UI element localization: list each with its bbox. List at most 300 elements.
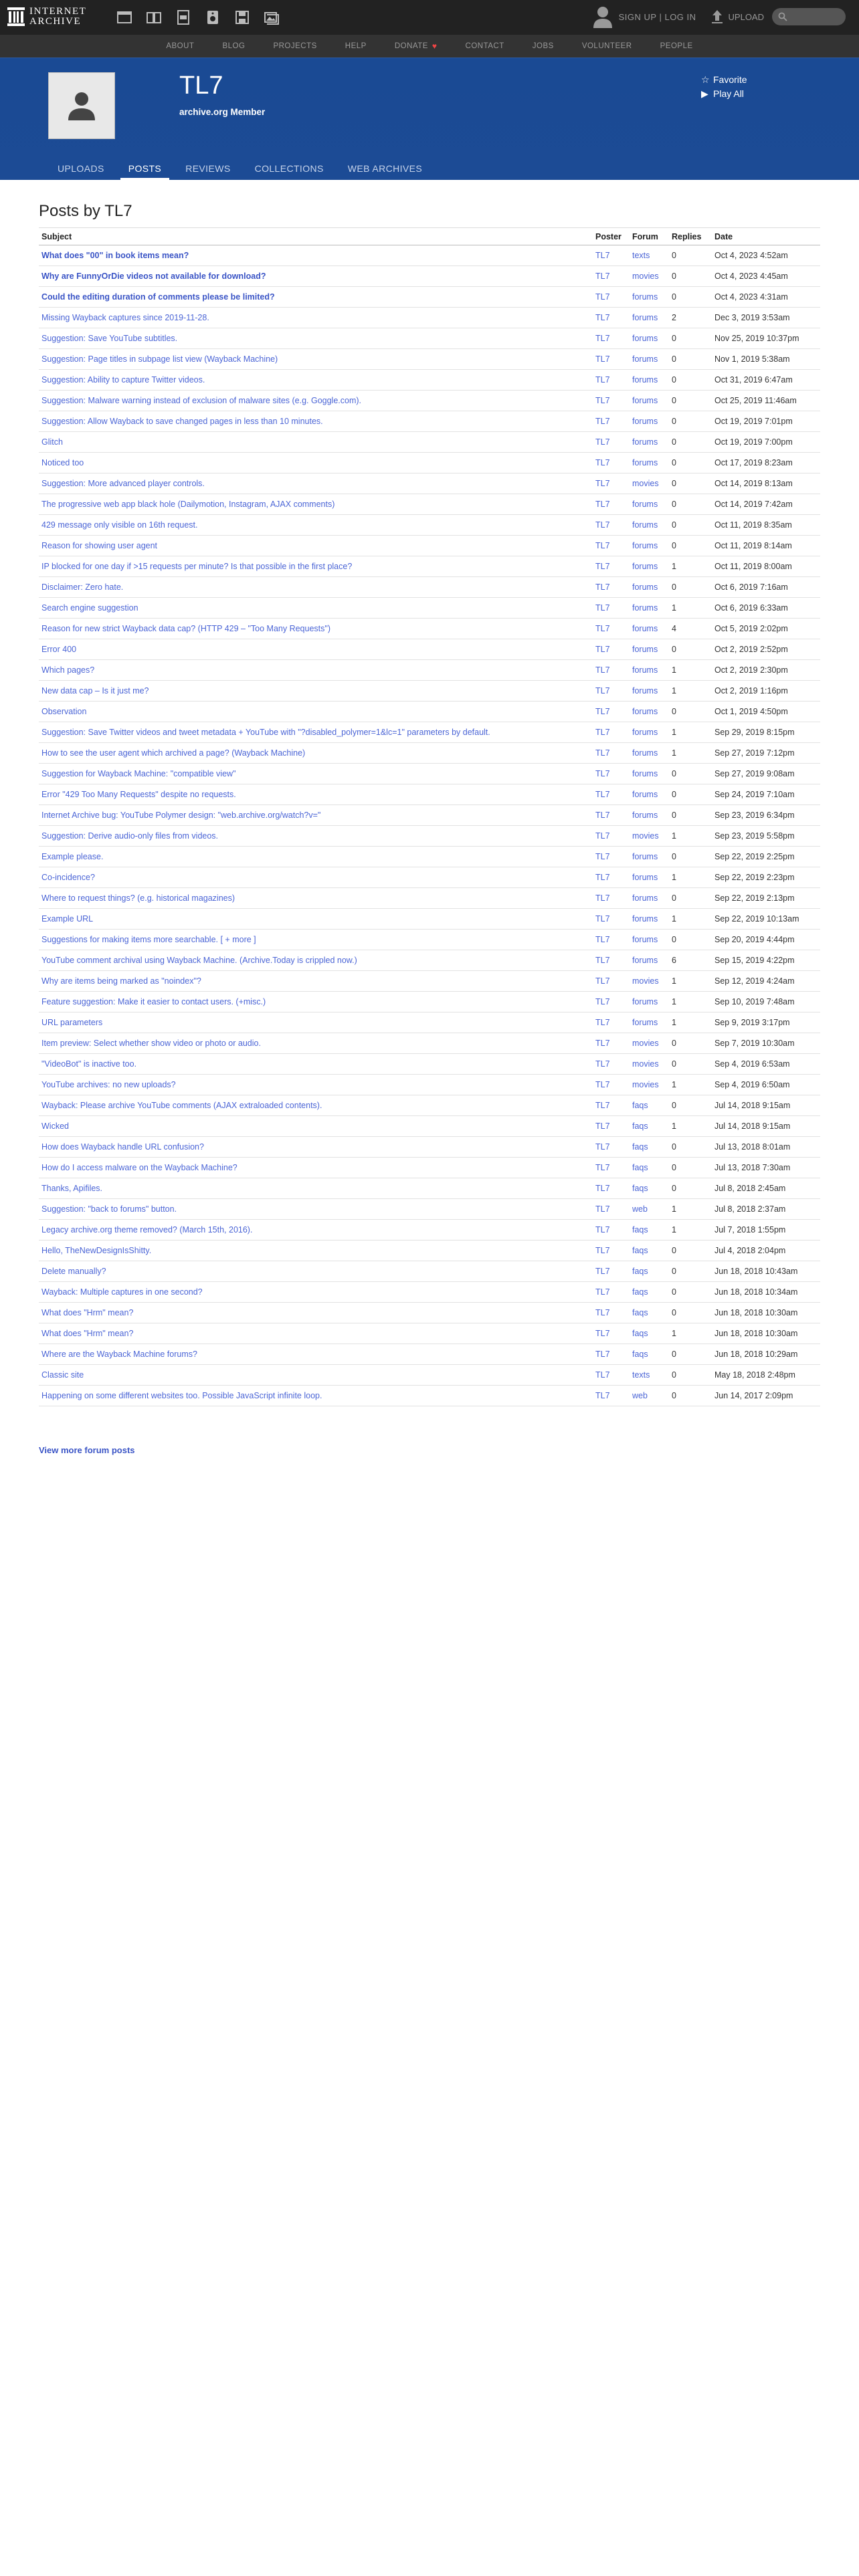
- post-poster-cell: [593, 1386, 630, 1406]
- post-poster-link[interactable]: TL7: [595, 437, 610, 447]
- post-forum-link[interactable]: forums: [632, 852, 658, 861]
- post-forum-cell: [630, 1137, 669, 1158]
- post-date-cell: [712, 308, 820, 328]
- favorite-button[interactable]: [701, 73, 747, 87]
- post-poster-cell: [593, 847, 630, 867]
- subnav-donate[interactable]: [381, 41, 452, 51]
- post-subject-link[interactable]: How to see the user agent which archived a page? (Wayback Machine): [41, 748, 306, 758]
- post-forum-link[interactable]: faqs: [632, 1308, 648, 1317]
- post-subject-link[interactable]: Noticed too: [41, 458, 84, 467]
- post-date-value: Oct 11, 2019 8:35am: [714, 520, 792, 530]
- video-icon[interactable]: [169, 8, 198, 27]
- post-replies-cell: [669, 660, 712, 681]
- post-date-cell: [712, 1282, 820, 1303]
- post-poster-link[interactable]: TL7: [595, 272, 610, 281]
- subnav-jobs[interactable]: JOBS: [532, 42, 554, 50]
- post-subject-cell: [39, 930, 593, 950]
- post-forum-cell: [630, 473, 669, 494]
- post-forum-cell: [630, 1220, 669, 1241]
- signup-login-link[interactable]: SIGN UP | LOG IN: [618, 11, 696, 22]
- post-forum-link[interactable]: forums: [632, 292, 658, 302]
- tab-collections[interactable]: COLLECTIONS: [254, 163, 324, 174]
- audio-icon[interactable]: [198, 8, 227, 27]
- post-date-value: Oct 11, 2019 8:14am: [714, 541, 792, 550]
- post-date-value: Dec 3, 2019 3:53am: [714, 313, 790, 322]
- post-poster-link[interactable]: TL7: [595, 997, 610, 1006]
- post-replies-value: 0: [672, 1308, 676, 1317]
- post-poster-link[interactable]: TL7: [595, 1184, 610, 1193]
- post-poster-link[interactable]: TL7: [595, 500, 610, 509]
- post-poster-link[interactable]: TL7: [595, 665, 610, 675]
- play-all-button[interactable]: [701, 87, 747, 101]
- post-forum-link[interactable]: web: [632, 1391, 648, 1400]
- post-date-cell: [712, 784, 820, 805]
- post-subject-link[interactable]: Internet Archive bug: YouTube Polymer design: "web.archive.org/watch?v=": [41, 811, 321, 820]
- post-forum-link[interactable]: movies: [632, 479, 659, 488]
- post-subject-link[interactable]: Wicked: [41, 1121, 69, 1131]
- post-forum-link[interactable]: movies: [632, 976, 659, 986]
- post-forum-link[interactable]: movies: [632, 272, 659, 281]
- subnav-about[interactable]: ABOUT: [166, 42, 195, 50]
- post-poster-link[interactable]: TL7: [595, 1059, 610, 1069]
- post-poster-link[interactable]: TL7: [595, 1225, 610, 1235]
- post-replies-cell: [669, 1199, 712, 1220]
- post-forum-link[interactable]: faqs: [632, 1121, 648, 1131]
- heart-icon: ♥: [432, 41, 438, 51]
- post-subject-link[interactable]: Suggestion for Wayback Machine: "compatible view": [41, 769, 236, 778]
- post-forum-link[interactable]: forums: [632, 748, 658, 758]
- post-subject-link[interactable]: New data cap – Is it just me?: [41, 686, 149, 695]
- tab-web-archives[interactable]: WEB ARCHIVES: [347, 163, 423, 174]
- post-poster-link[interactable]: TL7: [595, 1329, 610, 1338]
- post-subject-link[interactable]: URL parameters: [41, 1018, 103, 1027]
- post-poster-link[interactable]: TL7: [595, 582, 610, 592]
- post-poster-link[interactable]: TL7: [595, 769, 610, 778]
- subnav-projects[interactable]: PROJECTS: [273, 42, 317, 50]
- post-date-value: Sep 29, 2019 8:15pm: [714, 728, 795, 737]
- post-forum-link[interactable]: forums: [632, 873, 658, 882]
- post-forum-link[interactable]: movies: [632, 1039, 659, 1048]
- post-poster-link[interactable]: TL7: [595, 1350, 610, 1359]
- post-replies-cell: [669, 245, 712, 266]
- post-forum-link[interactable]: forums: [632, 334, 658, 343]
- post-replies-cell: [669, 930, 712, 950]
- post-forum-link[interactable]: faqs: [632, 1287, 648, 1297]
- post-subject-link[interactable]: Co-incidence?: [41, 873, 95, 882]
- post-subject-link[interactable]: Delete manually?: [41, 1267, 106, 1276]
- table-row: [39, 308, 820, 328]
- post-subject-link[interactable]: Suggestion: More advanced player controls.: [41, 479, 205, 488]
- post-date-cell: [712, 1323, 820, 1344]
- post-forum-link[interactable]: forums: [632, 437, 658, 447]
- post-date-value: Oct 1, 2019 4:50pm: [714, 707, 788, 716]
- post-subject-cell: [39, 1075, 593, 1095]
- post-subject-cell: [39, 515, 593, 536]
- post-forum-link[interactable]: forums: [632, 935, 658, 944]
- post-poster-link[interactable]: TL7: [595, 396, 610, 405]
- post-poster-link[interactable]: TL7: [595, 831, 610, 841]
- column-header-forum: Forum: [630, 228, 669, 245]
- post-poster-link[interactable]: TL7: [595, 1204, 610, 1214]
- post-forum-link[interactable]: forums: [632, 956, 658, 965]
- post-subject-cell: [39, 909, 593, 930]
- post-forum-link[interactable]: faqs: [632, 1350, 648, 1359]
- post-poster-link[interactable]: TL7: [595, 375, 610, 385]
- post-forum-link[interactable]: forums: [632, 417, 658, 426]
- post-forum-link[interactable]: forums: [632, 665, 658, 675]
- post-date-value: Sep 24, 2019 7:10am: [714, 790, 795, 799]
- post-replies-cell: [669, 1054, 712, 1075]
- post-subject-link[interactable]: Error "429 Too Many Requests" despite no requests.: [41, 790, 236, 799]
- post-forum-link[interactable]: forums: [632, 375, 658, 385]
- post-forum-link[interactable]: faqs: [632, 1225, 648, 1235]
- post-poster-link[interactable]: TL7: [595, 1267, 610, 1276]
- post-poster-link[interactable]: TL7: [595, 893, 610, 903]
- post-date-value: Oct 6, 2019 6:33am: [714, 603, 788, 613]
- post-date-cell: [712, 1365, 820, 1386]
- post-forum-link[interactable]: faqs: [632, 1163, 648, 1172]
- post-replies-cell: [669, 1303, 712, 1323]
- post-poster-link[interactable]: TL7: [595, 976, 610, 986]
- post-poster-link[interactable]: TL7: [595, 686, 610, 695]
- post-forum-link[interactable]: forums: [632, 893, 658, 903]
- post-poster-cell: [593, 1220, 630, 1241]
- post-date-value: Jul 8, 2018 2:45am: [714, 1184, 786, 1193]
- post-subject-link[interactable]: Where are the Wayback Machine forums?: [41, 1350, 197, 1359]
- post-replies-value: 0: [672, 1184, 676, 1193]
- post-replies-cell: [669, 1261, 712, 1282]
- post-poster-link[interactable]: TL7: [595, 1163, 610, 1172]
- post-forum-cell: [630, 453, 669, 473]
- tab-reviews[interactable]: REVIEWS: [185, 163, 231, 174]
- post-replies-cell: [669, 722, 712, 743]
- post-forum-link[interactable]: forums: [632, 520, 658, 530]
- post-forum-link[interactable]: forums: [632, 354, 658, 364]
- post-replies-value: 0: [672, 1059, 676, 1069]
- post-forum-link[interactable]: faqs: [632, 1142, 648, 1152]
- post-forum-link[interactable]: forums: [632, 769, 658, 778]
- post-forum-cell: [630, 702, 669, 722]
- post-subject-link[interactable]: Thanks, Apifiles.: [41, 1184, 103, 1193]
- post-subject-link[interactable]: Feature suggestion: Make it easier to contact users. (+misc.): [41, 997, 266, 1006]
- post-forum-link[interactable]: forums: [632, 997, 658, 1006]
- post-subject-link[interactable]: Search engine suggestion: [41, 603, 138, 613]
- post-subject-cell: [39, 1116, 593, 1137]
- post-date-value: Sep 22, 2019 2:13pm: [714, 893, 795, 903]
- post-replies-cell: [669, 1137, 712, 1158]
- post-poster-cell: [593, 992, 630, 1012]
- post-replies-cell: [669, 619, 712, 639]
- post-poster-link[interactable]: TL7: [595, 479, 610, 488]
- post-subject-link[interactable]: The progressive web app black hole (Dailymotion, Instagram, AJAX comments): [41, 500, 335, 509]
- post-poster-link[interactable]: TL7: [595, 624, 610, 633]
- post-forum-link[interactable]: forums: [632, 1018, 658, 1027]
- post-poster-link[interactable]: TL7: [595, 458, 610, 467]
- post-poster-link[interactable]: TL7: [595, 520, 610, 530]
- post-poster-link[interactable]: TL7: [595, 645, 610, 654]
- post-subject-cell: [39, 1344, 593, 1365]
- post-forum-link[interactable]: forums: [632, 914, 658, 924]
- post-forum-link[interactable]: forums: [632, 686, 658, 695]
- post-forum-link[interactable]: movies: [632, 1080, 659, 1089]
- post-forum-link[interactable]: forums: [632, 624, 658, 633]
- post-forum-link[interactable]: forums: [632, 396, 658, 405]
- post-subject-link[interactable]: "VideoBot" is inactive too.: [41, 1059, 137, 1069]
- table-row: [39, 349, 820, 370]
- post-subject-link[interactable]: 429 message only visible on 16th request.: [41, 520, 198, 530]
- post-subject-link[interactable]: YouTube archives: no new uploads?: [41, 1080, 176, 1089]
- post-subject-link[interactable]: Suggestion: Page titles in subpage list view (Wayback Machine): [41, 354, 278, 364]
- subnav-contact[interactable]: CONTACT: [465, 42, 504, 50]
- images-icon[interactable]: [257, 8, 286, 27]
- post-forum-link[interactable]: texts: [632, 1370, 650, 1380]
- post-poster-link[interactable]: TL7: [595, 1391, 610, 1400]
- post-subject-link[interactable]: Which pages?: [41, 665, 95, 675]
- table-row: [39, 391, 820, 411]
- post-poster-link[interactable]: TL7: [595, 707, 610, 716]
- post-forum-link[interactable]: forums: [632, 728, 658, 737]
- post-forum-cell: [630, 411, 669, 432]
- post-forum-cell: [630, 370, 669, 391]
- post-forum-link[interactable]: forums: [632, 645, 658, 654]
- post-poster-link[interactable]: TL7: [595, 914, 610, 924]
- table-row: [39, 370, 820, 391]
- post-forum-link[interactable]: forums: [632, 603, 658, 613]
- post-poster-cell: [593, 1199, 630, 1220]
- post-forum-link[interactable]: forums: [632, 811, 658, 820]
- post-replies-cell: [669, 1323, 712, 1344]
- post-subject-link[interactable]: How does Wayback handle URL confusion?: [41, 1142, 204, 1152]
- post-forum-cell: [630, 1241, 669, 1261]
- search-input[interactable]: [772, 8, 846, 25]
- post-poster-cell: [593, 1095, 630, 1116]
- table-row: [39, 328, 820, 349]
- post-poster-cell: [593, 702, 630, 722]
- texts-icon[interactable]: [139, 8, 169, 27]
- post-forum-link[interactable]: web: [632, 1204, 648, 1214]
- post-subject-link[interactable]: Where to request things? (e.g. historical magazines): [41, 893, 235, 903]
- table-row: [39, 639, 820, 660]
- post-subject-link[interactable]: IP blocked for one day if >15 requests per minute? Is that possible in the first place?: [41, 562, 353, 571]
- post-subject-link[interactable]: Hello, TheNewDesignIsShitty.: [41, 1246, 152, 1255]
- post-poster-link[interactable]: TL7: [595, 1121, 610, 1131]
- post-subject-cell: [39, 1012, 593, 1033]
- post-subject-cell: [39, 619, 593, 639]
- post-forum-link[interactable]: faqs: [632, 1246, 648, 1255]
- post-poster-cell: [593, 660, 630, 681]
- post-poster-link[interactable]: TL7: [595, 1308, 610, 1317]
- post-replies-cell: [669, 391, 712, 411]
- post-date-cell: [712, 971, 820, 992]
- table-row: [39, 743, 820, 764]
- post-subject-link[interactable]: Why are FunnyOrDie videos not available for download?: [41, 272, 266, 281]
- post-subject-link[interactable]: What does "Hrm" mean?: [41, 1308, 134, 1317]
- post-poster-link[interactable]: TL7: [595, 417, 610, 426]
- post-poster-link[interactable]: TL7: [595, 728, 610, 737]
- post-forum-link[interactable]: forums: [632, 313, 658, 322]
- post-subject-link[interactable]: Glitch: [41, 437, 63, 447]
- post-subject-link[interactable]: Why are items being marked as "noindex"?: [41, 976, 201, 986]
- post-subject-link[interactable]: Could the editing duration of comments please be limited?: [41, 292, 275, 302]
- post-subject-link[interactable]: Example please.: [41, 852, 104, 861]
- post-poster-link[interactable]: TL7: [595, 1080, 610, 1089]
- post-forum-link[interactable]: movies: [632, 831, 659, 841]
- subnav-people[interactable]: PEOPLE: [660, 42, 693, 50]
- post-subject-link[interactable]: YouTube comment archival using Wayback Machine. (Archive.Today is crippled now.): [41, 956, 357, 965]
- post-poster-cell: [593, 930, 630, 950]
- post-poster-link[interactable]: TL7: [595, 292, 610, 302]
- post-replies-value: 1: [672, 1225, 676, 1235]
- post-subject-cell: [39, 308, 593, 328]
- post-forum-link[interactable]: forums: [632, 790, 658, 799]
- table-row: [39, 722, 820, 743]
- table-header-row: [39, 228, 820, 245]
- post-forum-link[interactable]: faqs: [632, 1329, 648, 1338]
- post-forum-link[interactable]: faqs: [632, 1101, 648, 1110]
- post-date-cell: [712, 1220, 820, 1241]
- software-icon[interactable]: [227, 8, 257, 27]
- post-poster-link[interactable]: TL7: [595, 1018, 610, 1027]
- subnav-help[interactable]: HELP: [345, 42, 367, 50]
- post-subject-link[interactable]: Suggestion: Malware warning instead of exclusion of malware sites (e.g. Goggle.com).: [41, 396, 362, 405]
- post-poster-cell: [593, 1033, 630, 1054]
- post-subject-link[interactable]: Suggestion: Save Twitter videos and tweet metadata + YouTube with "?disabled_polymer=1&lc=1" parameters by default.: [41, 728, 490, 737]
- web-icon[interactable]: [110, 8, 139, 27]
- post-poster-link[interactable]: TL7: [595, 1370, 610, 1380]
- post-poster-link[interactable]: TL7: [595, 1142, 610, 1152]
- subnav-blog[interactable]: BLOG: [222, 42, 246, 50]
- tab-posts[interactable]: POSTS: [120, 163, 169, 180]
- post-subject-cell: [39, 1158, 593, 1178]
- post-forum-link[interactable]: forums: [632, 582, 658, 592]
- post-forum-link[interactable]: forums: [632, 458, 658, 467]
- post-forum-link[interactable]: movies: [632, 1059, 659, 1069]
- post-poster-link[interactable]: TL7: [595, 313, 610, 322]
- archive-temple-icon: [7, 7, 25, 27]
- post-poster-link[interactable]: TL7: [595, 790, 610, 799]
- post-poster-link[interactable]: TL7: [595, 562, 610, 571]
- post-poster-link[interactable]: TL7: [595, 956, 610, 965]
- table-row: [39, 1344, 820, 1365]
- subnav-volunteer[interactable]: VOLUNTEER: [581, 42, 632, 50]
- post-poster-link[interactable]: TL7: [595, 935, 610, 944]
- upload-link[interactable]: UPLOAD: [728, 11, 764, 22]
- post-forum-link[interactable]: forums: [632, 541, 658, 550]
- post-replies-value: 4: [672, 624, 676, 633]
- post-poster-link[interactable]: TL7: [595, 603, 610, 613]
- post-subject-link[interactable]: What does "00" in book items mean?: [41, 251, 189, 260]
- post-subject-cell: [39, 411, 593, 432]
- post-poster-link[interactable]: TL7: [595, 334, 610, 343]
- post-subject-link[interactable]: Disclaimer: Zero hate.: [41, 582, 124, 592]
- post-replies-cell: [669, 784, 712, 805]
- table-row: [39, 826, 820, 847]
- post-replies-value: 0: [672, 1370, 676, 1380]
- post-subject-link[interactable]: Wayback: Please archive YouTube comments (AJAX extraloaded contents).: [41, 1101, 322, 1110]
- post-subject-link[interactable]: Reason for new strict Wayback data cap? (HTTP 429 – "Too Many Requests"): [41, 624, 330, 633]
- post-poster-link[interactable]: TL7: [595, 1039, 610, 1048]
- post-subject-link[interactable]: Suggestions for making items more searchable. [ + more ]: [41, 935, 256, 944]
- post-subject-link[interactable]: How do I access malware on the Wayback Machine?: [41, 1163, 237, 1172]
- post-date-value: Oct 17, 2019 8:23am: [714, 458, 793, 467]
- post-poster-link[interactable]: TL7: [595, 251, 610, 260]
- view-more-forum-posts-link[interactable]: View more forum posts: [39, 1445, 135, 1455]
- table-row: [39, 619, 820, 639]
- post-subject-link[interactable]: Classic site: [41, 1370, 84, 1380]
- post-forum-link[interactable]: forums: [632, 707, 658, 716]
- post-subject-link[interactable]: Happening on some different websites too. Possible JavaScript infinite loop.: [41, 1391, 322, 1400]
- post-date-value: Sep 27, 2019 9:08am: [714, 769, 795, 778]
- post-replies-value: 0: [672, 354, 676, 364]
- table-row: [39, 536, 820, 556]
- table-row: [39, 764, 820, 784]
- post-poster-link[interactable]: TL7: [595, 811, 610, 820]
- table-row: [39, 1386, 820, 1406]
- post-subject-link[interactable]: Missing Wayback captures since 2019-11-28.: [41, 313, 209, 322]
- post-forum-link[interactable]: faqs: [632, 1184, 648, 1193]
- upload-icon[interactable]: [710, 9, 725, 25]
- post-date-cell: [712, 1178, 820, 1199]
- post-forum-link[interactable]: forums: [632, 562, 658, 571]
- post-subject-link[interactable]: Item preview: Select whether show video or photo or audio.: [41, 1039, 261, 1048]
- post-subject-link[interactable]: Suggestion: Ability to capture Twitter videos.: [41, 375, 205, 385]
- post-subject-link[interactable]: What does "Hrm" mean?: [41, 1329, 134, 1338]
- post-poster-link[interactable]: TL7: [595, 1101, 610, 1110]
- play-all-label: Play All: [713, 88, 744, 99]
- post-date-cell: [712, 1261, 820, 1282]
- post-poster-link[interactable]: TL7: [595, 852, 610, 861]
- user-avatar: [48, 72, 115, 139]
- post-replies-value: 0: [672, 292, 676, 302]
- internet-archive-logo[interactable]: [7, 7, 86, 27]
- post-date-cell: [712, 391, 820, 411]
- post-poster-link[interactable]: TL7: [595, 541, 610, 550]
- post-poster-cell: [593, 577, 630, 598]
- table-row: [39, 1241, 820, 1261]
- post-forum-link[interactable]: texts: [632, 251, 650, 260]
- post-poster-link[interactable]: TL7: [595, 873, 610, 882]
- post-forum-cell: [630, 888, 669, 909]
- post-forum-link[interactable]: faqs: [632, 1267, 648, 1276]
- post-replies-cell: [669, 1220, 712, 1241]
- post-subject-cell: [39, 1386, 593, 1406]
- post-subject-cell: [39, 391, 593, 411]
- post-subject-link[interactable]: Legacy archive.org theme removed? (March 15th, 2016).: [41, 1225, 253, 1235]
- post-date-cell: [712, 847, 820, 867]
- post-replies-value: 0: [672, 1039, 676, 1048]
- post-poster-link[interactable]: TL7: [595, 748, 610, 758]
- post-subject-link[interactable]: Suggestion: Allow Wayback to save changed pages in less than 10 minutes.: [41, 417, 323, 426]
- post-forum-cell: [630, 784, 669, 805]
- post-forum-link[interactable]: forums: [632, 500, 658, 509]
- post-poster-link[interactable]: TL7: [595, 354, 610, 364]
- user-avatar-icon[interactable]: [592, 5, 613, 28]
- post-subject-link[interactable]: Wayback: Multiple captures in one second?: [41, 1287, 203, 1297]
- post-forum-cell: [630, 536, 669, 556]
- post-subject-link[interactable]: Suggestion: Derive audio-only files from videos.: [41, 831, 219, 841]
- post-subject-link[interactable]: Observation: [41, 707, 87, 716]
- post-date-value: Jun 18, 2018 10:30am: [714, 1308, 798, 1317]
- tab-uploads[interactable]: UPLOADS: [58, 163, 104, 174]
- post-date-cell: [712, 950, 820, 971]
- post-subject-link[interactable]: Reason for showing user agent: [41, 541, 158, 550]
- post-subject-link[interactable]: Error 400: [41, 645, 77, 654]
- post-subject-link[interactable]: Suggestion: "back to forums" button.: [41, 1204, 177, 1214]
- post-subject-link[interactable]: Example URL: [41, 914, 94, 924]
- post-subject-link[interactable]: Suggestion: Save YouTube subtitles.: [41, 334, 178, 343]
- post-poster-link[interactable]: TL7: [595, 1287, 610, 1297]
- post-poster-link[interactable]: TL7: [595, 1246, 610, 1255]
